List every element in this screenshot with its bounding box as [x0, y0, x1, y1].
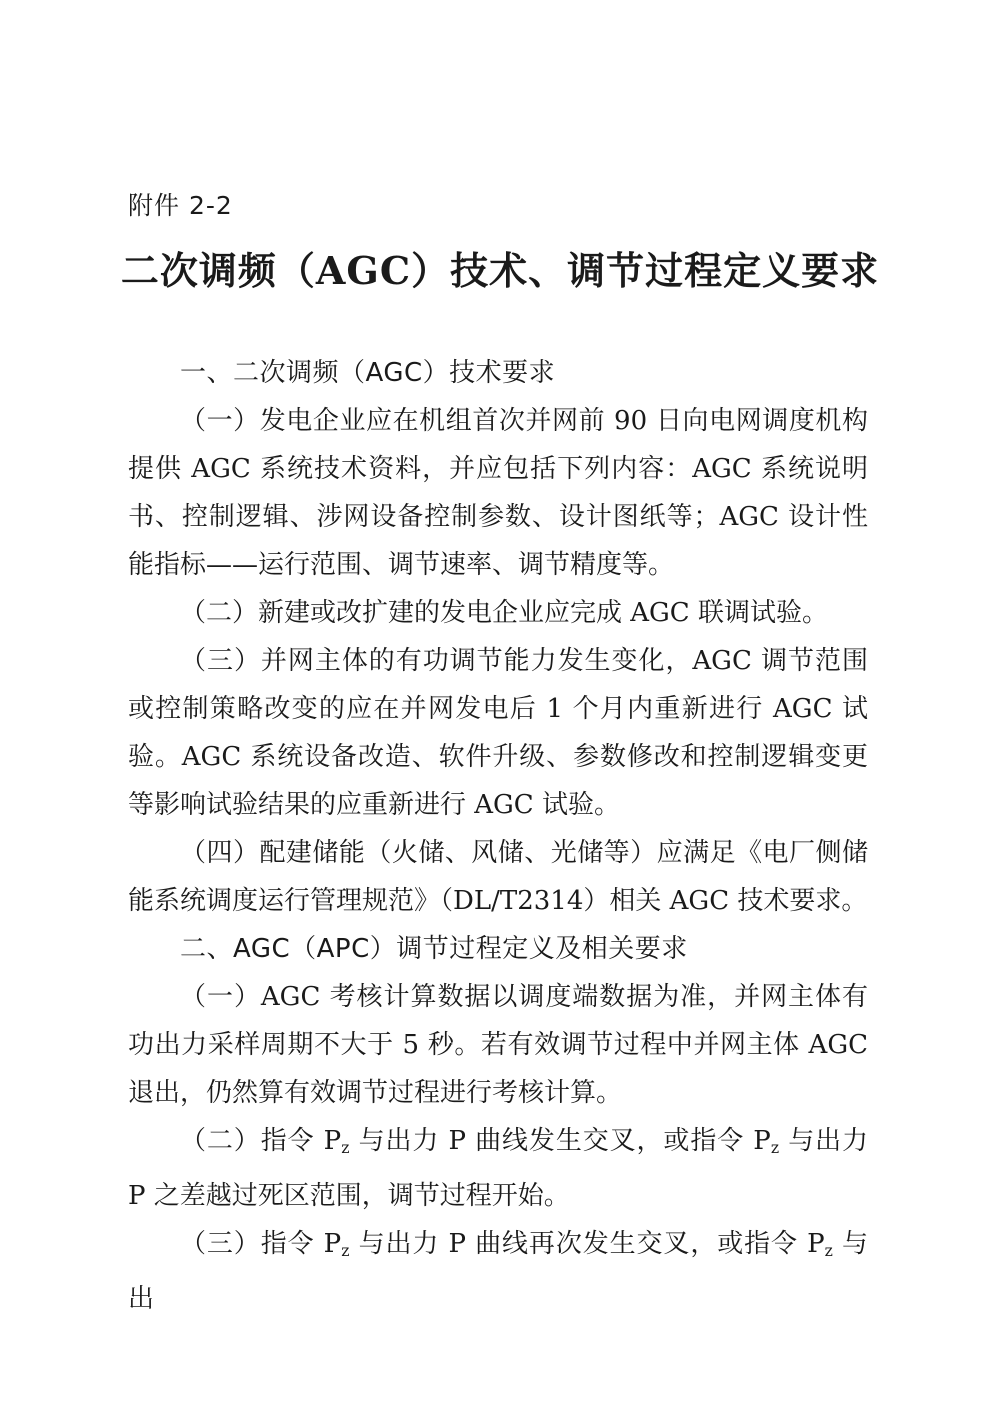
subscript: z: [341, 1138, 350, 1157]
text-run: （二）指令 P: [180, 1126, 342, 1156]
text-run: （三）指令 P: [180, 1228, 342, 1259]
section-1-paragraph-3: （三）并网主体的有功调节能力发生变化，AGC 调节范围或控制策略改变的应在并网发电后 1 个月内重新进行 AGC 试验。AGC 系统设备改造、软件升级、参数修改和控制逻辑变更等影响试验结果的应重新进行 AGC 试验。: [128, 646, 868, 820]
attachment-label: 附件 2-2: [128, 191, 233, 220]
section-1-paragraph-1: （一）发电企业应在机组首次并网前 90 日向电网调度机构提供 AGC 系统技术资料，并应包括下列内容：AGC 系统说明书、控制逻辑、涉网设备控制参数、设计图纸等；AGC 设计性能指标——运行范围、调节速率、调节精度等。: [128, 406, 868, 580]
section-2-heading: 二、AGC（APC）调节过程定义及相关要求: [180, 934, 688, 964]
section-2-paragraph-2: [128, 1117, 868, 1220]
section-1-heading: 一、二次调频（AGC）技术要求: [180, 358, 556, 388]
document-title: 二次调频（AGC）技术、调节过程定义要求: [120, 248, 880, 293]
text-run: 与出力 P 曲线发生交叉，或指令 P: [349, 1126, 771, 1156]
subscript: z: [824, 1241, 833, 1260]
subscript: z: [341, 1241, 350, 1260]
text-run: 与出力 P 曲线再次发生交叉，或指令 P: [349, 1228, 825, 1259]
subscript: z: [770, 1138, 780, 1157]
text-run: 与出力 P 之差越过死区范围，调节过程开始。: [128, 1126, 869, 1211]
section-1-paragraph-2: （二）新建或改扩建的发电企业应完成 AGC 联调试验。: [180, 598, 828, 628]
section-2-paragraph-1: （一）AGC 考核计算数据以调度端数据为准，并网主体有功出力采样周期不大于 5 秒。若有效调节过程中并网主体 AGC 退出，仍然算有效调节过程进行考核计算。: [128, 982, 868, 1108]
section-1-paragraph-4: （四）配建储能（火储、风储、光储等）应满足《电厂侧储能系统调度运行管理规范》（DL/T2314）相关 AGC 技术要求。: [128, 838, 868, 916]
text-run: 与出: [128, 1228, 868, 1314]
section-2-paragraph-3: [128, 1220, 868, 1323]
document-body: [128, 349, 868, 1323]
